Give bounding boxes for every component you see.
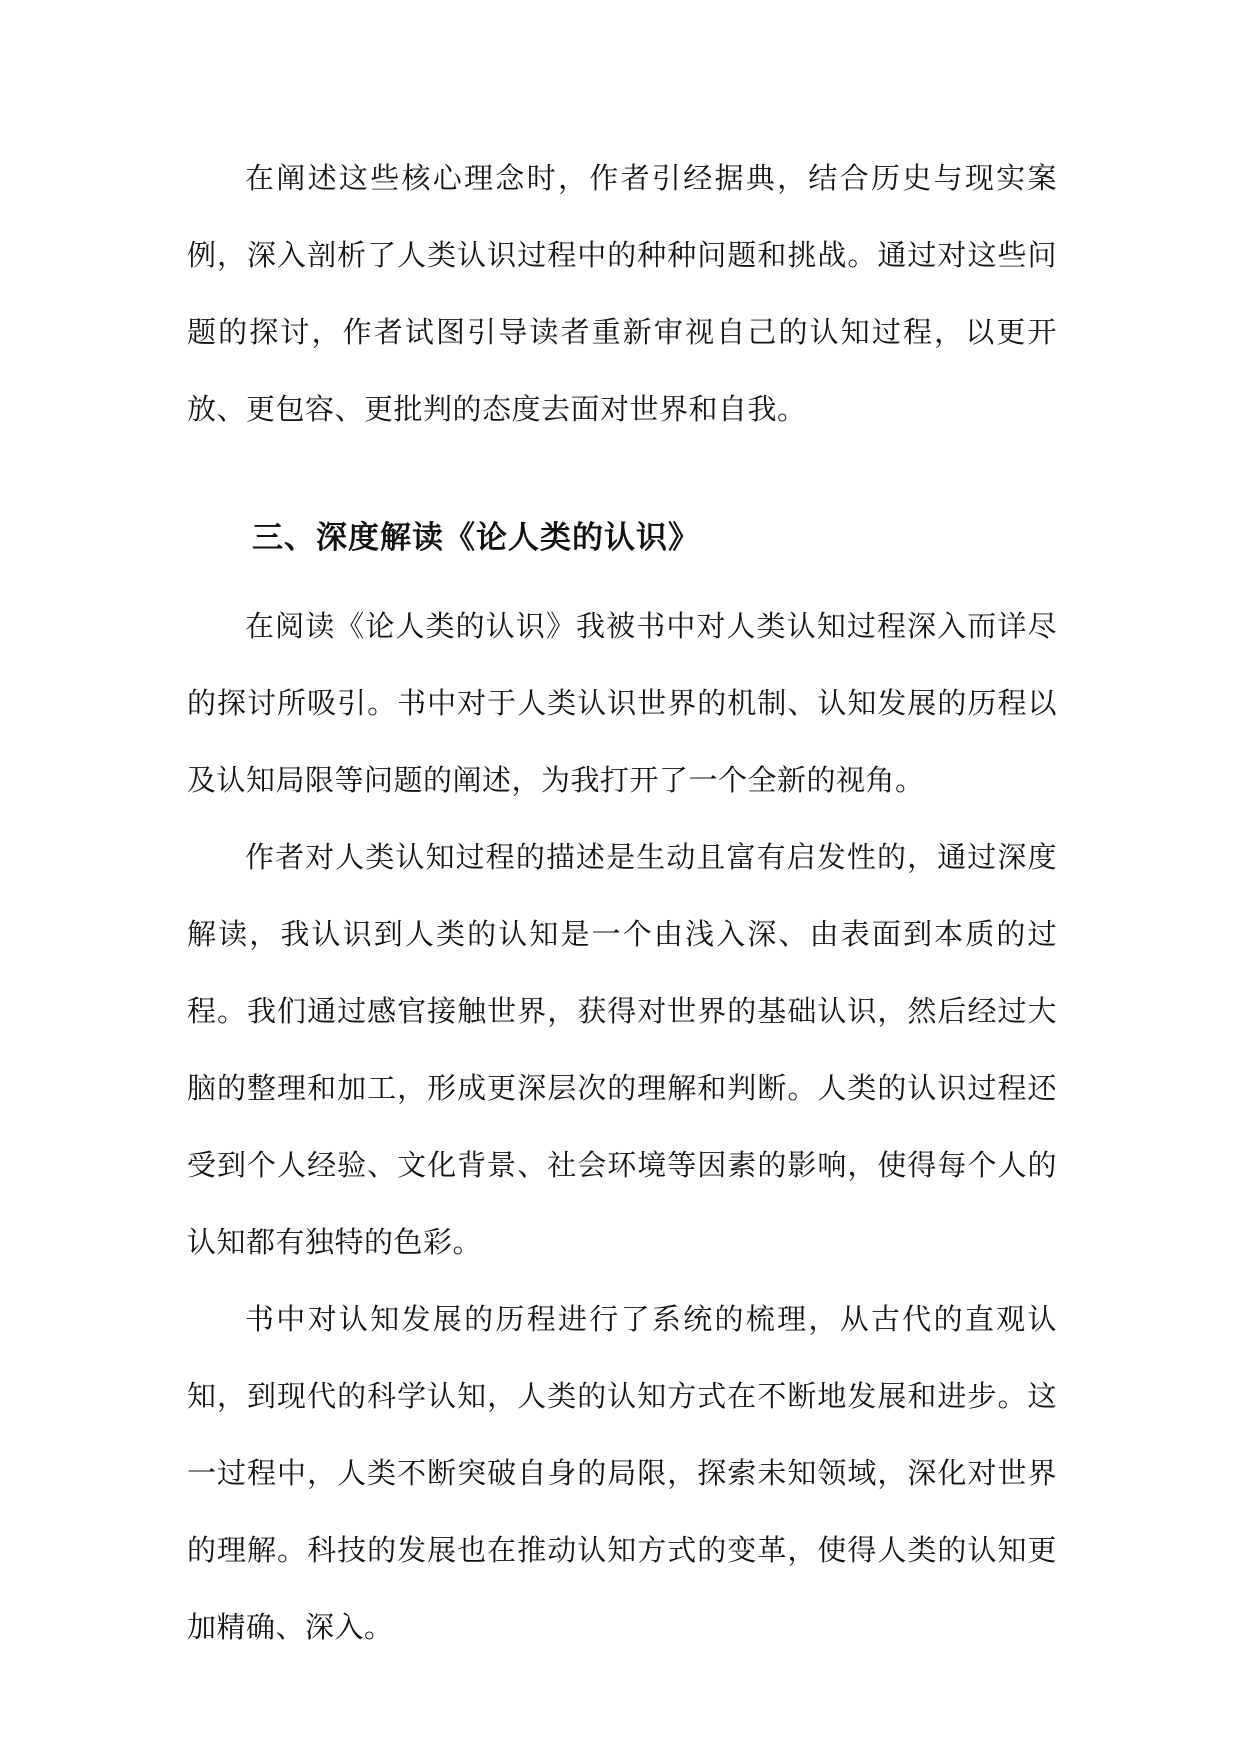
paragraph-3: 作者对人类认知过程的描述是生动且富有启发性的，通过深度解读，我认识到人类的认知是一个由浅入深、由表面到本质的过程。我们通过感官接触世界，获得对世界的基础认识，然后经过大脑的整理和加工，形成更深层次的理解和判断。人类的认识过程还受到个人经验、文化背景、社会环境等因素的影响，使得每个人的认知都有独特的色彩。 — [187, 840, 1057, 1259]
paragraph-2: 在阅读《论人类的认识》我被书中对人类认知过程深入而详尽的探讨所吸引。书中对于人类认识世界的机制、认知发展的历程以及认知局限等问题的阐述，为我打开了一个全新的视角。 — [187, 609, 1057, 797]
section-heading: 三、深度解读《论人类的认识》 — [252, 520, 700, 556]
paragraph-4: 书中对认知发展的历程进行了系统的梳理，从古代的直观认知，到现代的科学认知，人类的认知方式在不断地发展和进步。这一过程中，人类不断突破自身的局限，探索未知领域，深化对世界的理解。科技的发展也在推动认知方式的变革，使得人类的认知更加精确、深入。 — [187, 1302, 1057, 1644]
paragraph-1: 在阐述这些核心理念时，作者引经据典，结合历史与现实案例，深入剖析了人类认识过程中的种种问题和挑战。通过对这些问题的探讨，作者试图引导读者重新审视自己的认知过程，以更开放、更包容、更批判的态度去面对世界和自我。 — [187, 161, 1057, 426]
document-body — [187, 140, 1057, 1666]
